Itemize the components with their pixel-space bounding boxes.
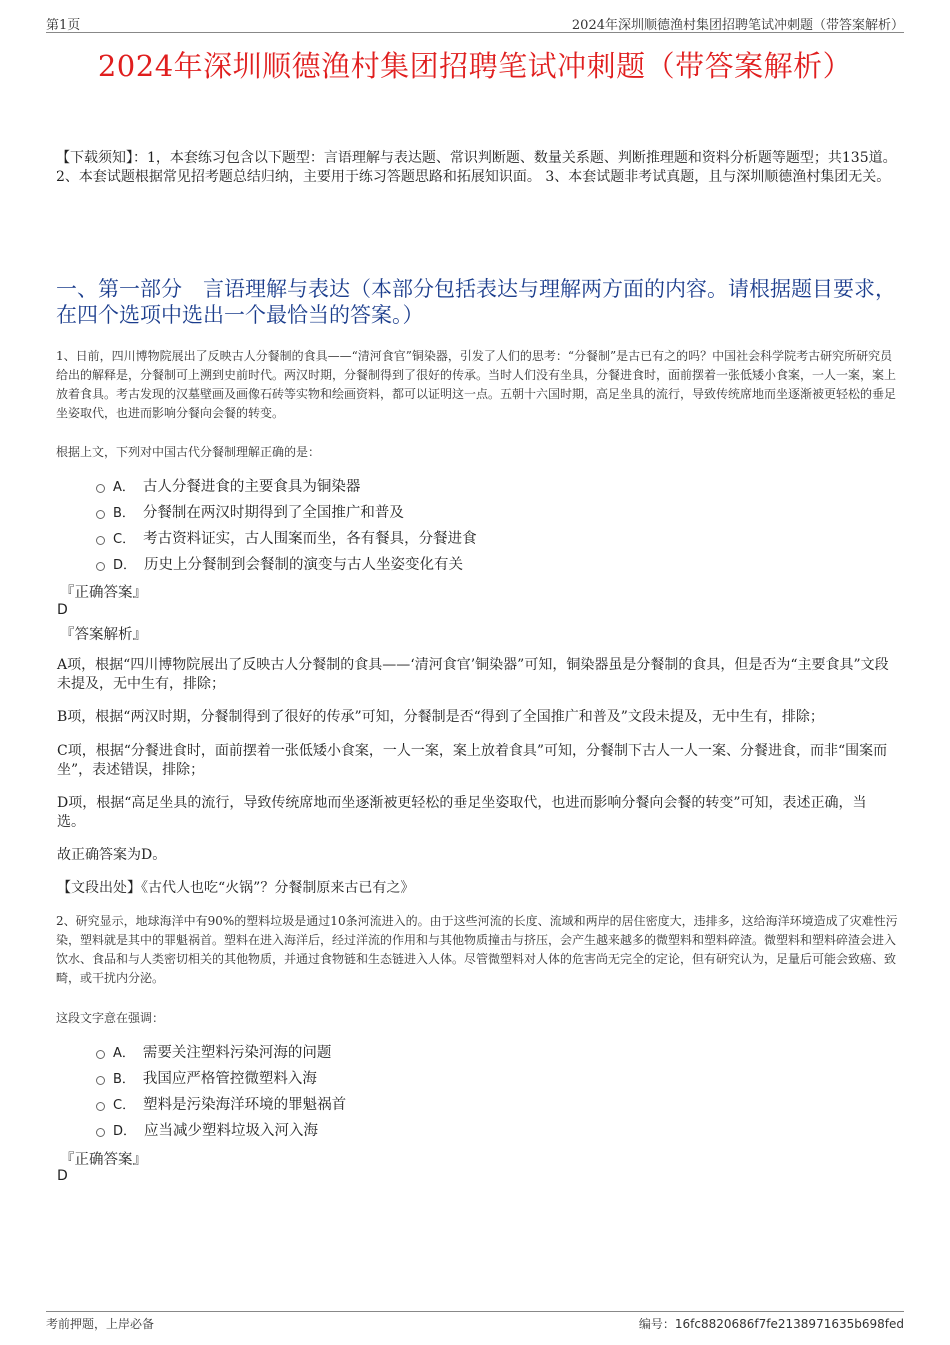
- radio-button[interactable]: [96, 1128, 105, 1137]
- question-2-answer: D: [57, 1168, 68, 1184]
- question-2-answer-label: 『正确答案』: [60, 1152, 147, 1168]
- question-1-option-a[interactable]: A． 古人分餐进食的主要食具为铜染器: [96, 472, 477, 498]
- analysis-b: B项，根据“两汉时期，分餐制得到了很好的传承”可知，分餐制是否“得到了全国推广和普及”文段未提及，无中生有，排除；: [57, 709, 824, 725]
- footer-divider: [46, 1311, 904, 1313]
- radio-button[interactable]: [96, 536, 105, 545]
- question-1-text: 1、日前，四川博物院展出了反映古人分餐制的食具——“清河食官”铜染器，引发了人们的思考：“分餐制”是古已有之的吗？中国社会科学院考古研究所研究员给出的解释是，分餐制可上溯到史前时代。两汉时期，分餐制得到了很好的传承。当时人们没有坐具，分餐进食时，面前摆着一张低矮小食案，一人一案，案上放着食具。考古发现的汉墓壁画及画像石砖等实物和绘画资料，都可以证明这一点。五朝十六国时期，高足坐具的流行，导致传统席地而坐逐渐被更轻松的垂足坐姿取代，也进而影响分餐向会餐的转变。: [56, 349, 897, 420]
- section-heading: 一、第一部分 言语理解与表达（本部分包括表达与理解两方面的内容。请根据题目要求，在四个选项中选出一个最恰当的答案。）: [56, 277, 896, 327]
- question-1-option-d[interactable]: D． 历史上分餐制到会餐制的演变与古人坐姿变化有关: [96, 550, 477, 576]
- question-2-option-c[interactable]: C． 塑料是污染海洋环境的罪魁祸首: [96, 1090, 346, 1116]
- footer-code-label: 编号：: [638, 1317, 675, 1331]
- question-1-options: [96, 472, 477, 576]
- footer-code: [639, 1315, 904, 1332]
- radio-button[interactable]: [96, 1050, 105, 1059]
- question-2-options: [96, 1038, 346, 1142]
- radio-button[interactable]: [96, 1076, 105, 1085]
- question-1-prompt: 根据上文，下列对中国古代分餐制理解正确的是：: [56, 445, 321, 459]
- page-number: 第1页: [46, 18, 81, 33]
- analysis-a: A项，根据“四川博物院展出了反映古人分餐制的食具——‘清河食官’铜染器”可知，铜染器虽是分餐制的食具，但是否为“主要食具”文段未提及，无中生有，排除；: [57, 657, 889, 692]
- question-1-option-b[interactable]: B． 分餐制在两汉时期得到了全国推广和普及: [96, 498, 477, 524]
- radio-button[interactable]: [96, 510, 105, 519]
- radio-button[interactable]: [96, 562, 105, 571]
- question-2-option-d[interactable]: D． 应当减少塑料垃圾入河入海: [96, 1116, 346, 1142]
- question-1-source: 【文段出处】《古代人也吃“火锅”？分餐制原来古已有之》: [57, 880, 415, 896]
- question-2-option-a[interactable]: A． 需要关注塑料污染河海的问题: [96, 1038, 346, 1064]
- question-1-answer-label: 『正确答案』: [60, 585, 147, 601]
- header-doc-title: 2024年深圳顺德渔村集团招聘笔试冲刺题（带答案解析）: [571, 18, 904, 33]
- analysis-d: D项，根据“高足坐具的流行，导致传统席地而坐逐渐被更轻松的垂足坐姿取代，也进而影响分餐向会餐的转变”可知，表述正确，当选。: [57, 795, 867, 830]
- footer-slogan: 考前押题，上岸必备: [46, 1317, 155, 1331]
- radio-button[interactable]: [96, 484, 105, 493]
- page-header: [46, 14, 904, 33]
- question-1-option-c[interactable]: C． 考古资料证实，古人围案而坐，各有餐具，分餐进食: [96, 524, 477, 550]
- radio-button[interactable]: [96, 1102, 105, 1111]
- analysis-conclusion: 故正确答案为D。: [57, 847, 167, 863]
- download-notice: 【下载须知】：1，本套练习包含以下题型：言语理解与表达题、常识判断题、数量关系题、判断推理题和资料分析题等题型；共135道。 2、本套试题根据常见招考题总结归纳，主要用于练习答题思路和拓展知识面。 3、本套试题非考试真题，且与深圳顺德渔村集团无关。: [56, 150, 897, 185]
- page-title: 2024年深圳顺德渔村集团招聘笔试冲刺题（带答案解析）: [97, 49, 853, 83]
- footer-code-value: 16fc8820686f7fe2138971635b698fed: [674, 1317, 904, 1331]
- question-2-text: 2、研究显示，地球海洋中有90%的塑料垃圾是通过10条河流进入的。由于这些河流的长度、流域和两岸的居住密度大，违排多，这给海洋环境造成了灾难性污染，塑料就是其中的罪魁祸首。塑料在进入海洋后，经过洋流的作用和与其他物质撞击与挤压，会产生越来越多的微塑料和塑料碎渣。微塑料和塑料碎渣会进入饮水、食品和与人类密切相关的其他物质，并通过食物链和生态链进入人体。尽管微塑料对人体的危害尚无完全的定论，但有研究认为，足量后可能会致癌、致畸，或干扰内分泌。: [56, 914, 898, 985]
- question-2-prompt: 这段文字意在强调：: [56, 1011, 165, 1025]
- question-1-answer: D: [57, 602, 68, 618]
- question-1-analysis-label: 『答案解析』: [60, 627, 147, 643]
- analysis-c: C项，根据“分餐进食时，面前摆着一张低矮小食案，一人一案，案上放着食具”可知，分餐制下古人一人一案、分餐进食，而非“围案而坐”，表述错误，排除；: [57, 743, 888, 778]
- question-2-option-b[interactable]: B． 我国应严格管控微塑料入海: [96, 1064, 346, 1090]
